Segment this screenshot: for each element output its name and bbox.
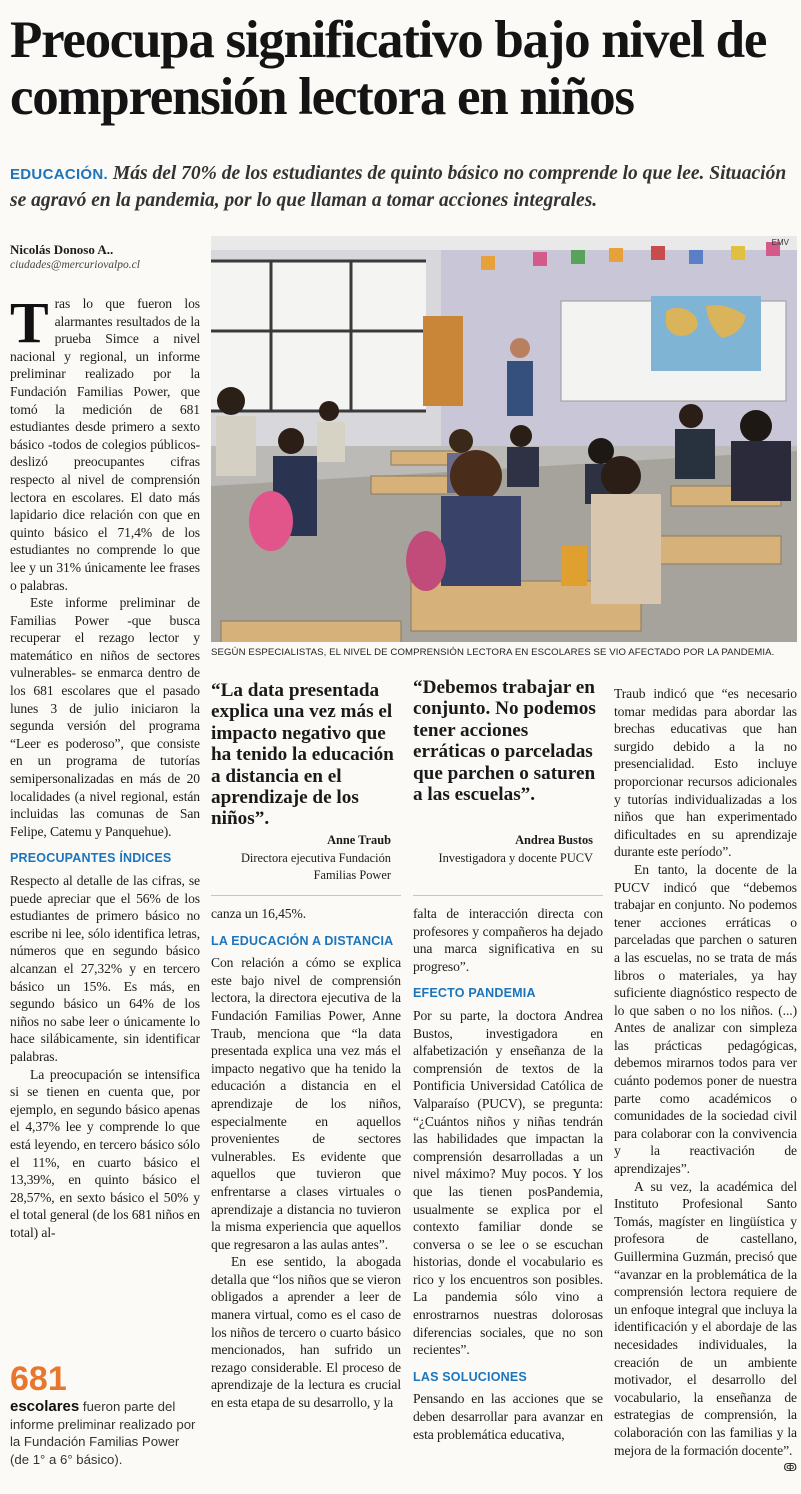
byline — [10, 241, 200, 273]
photo-caption: SEGÚN ESPECIALISTAS, EL NIVEL DE COMPRENSIÓN LECTORA EN ESCOLARES SE VIO AFECTADO POR LA PANDEMIA. — [211, 647, 775, 658]
stat-desc: fueron parte del informe preliminar realizado por la Fundación Familias Power (de 1° a 6° básico). — [10, 1399, 196, 1467]
pull-quote: “La data presentada explica una vez más el impacto negativo que ha tenido la educación a distancia en el aprendizaje de los niños”. — [211, 680, 394, 830]
quote-author-role: Directora ejecutiva Fundación Familias Power — [240, 850, 391, 882]
paragraph: Este informe preliminar de Familias Power -que busca recuperar el rezago lector y matemático en niños de sectores vulnerables- se enmarca dentro de los 681 escolares que el pasado lunes 3 de julio iniciaron la segunda versión del programa “Leer es poderoso”, que consiste en un programa de tutorías semipersonalizadas en más de 20 localidades (a nivel regional, están incluidas las comunas de San Felipe, Catemu y Panquehue). — [10, 595, 200, 839]
paragraph: Con relación a cómo se explica este bajo nivel de comprensión lectora, la directora ejecutiva de la Fundación Familias Power, Anne Traub, menciona que “la data presentada explica una vez más el impacto negativo que ha tenido la educación a distancia en el aprendizaje de los niños, especialmente en aquellos provenientes de sectores vulnerables. Es evidente que aquellos que tuvieron que enfrentarse a clases virtuales o aprendizaje a distancia no tuvieron la misma experiencia que aquellos que regresaron a las aulas antes”. — [211, 955, 401, 1252]
column-1 — [10, 290, 200, 1241]
paragraph — [614, 1178, 797, 1475]
end-mark-icon: ↂ — [783, 1461, 797, 1475]
section-tag: EDUCACIÓN. — [10, 166, 109, 183]
drop-cap: T — [10, 290, 49, 355]
subheading: LAS SOLUCIONES — [413, 1369, 527, 1384]
byline-name: Nicolás Donoso A.. — [10, 242, 114, 257]
quote-author-name: Anne Traub — [327, 833, 391, 847]
quote-author-role: Investigadora y docente PUCV — [438, 850, 593, 865]
byline-email[interactable]: ciudades@mercuriovalpo.cl — [10, 259, 140, 271]
divider — [413, 895, 603, 896]
paragraph — [10, 290, 200, 594]
stat-text — [10, 1398, 200, 1468]
divider — [211, 895, 401, 896]
paragraph: falta de interacción directa con profesores y compañeros ha dejado una marca significativa en su progreso”. — [413, 906, 603, 974]
paragraph: En tanto, la docente de la PUCV indicó que “debemos trabajar en conjunto. No podemos tener acciones erráticas o parceladas que parchen o saturen a las escuelas, no se trata de más libros o materiales, ya hay suficiente diagnóstico respecto de lo que saben o no los niños. (...) Antes de analizar con simpleza las prácticas pedagógicas, debemos mirarnos todos para ver cuánto podemos poner de nuestra parte como académicos o comunidades de la sociedad civil para colaborar con la convivencia y la reactivación de aprendizajes”. — [614, 861, 797, 1177]
subheading: LA EDUCACIÓN A DISTANCIA — [211, 933, 394, 948]
paragraph: Por su parte, la doctora Andrea Bustos, investigadora en alfabetización y enseñanza de la comprensión de textos de la Pontificia Universidad Católica de Valparaíso (PUCV), se pregunta: “¿Cuántos niños y niñas tendrán las habilidades que impactan la comprensión desarrolladas a un nivel máximo? Muy pocos. Y los que las tienen posPandemia, usualmente se explica por el contexto familiar donde se conversa o se lee o se escuchan historias, donde el vocabulario es rico y los encuentros son posibles. La pandemia sólo vino a enrostrarnos nuestras dolorosas diferencias sociales, que no son recientes”. — [413, 1007, 603, 1358]
classroom-photo — [211, 236, 797, 642]
classroom-illustration — [211, 236, 797, 642]
subheading: PREOCUPANTES ÍNDICES — [10, 851, 172, 866]
dek — [10, 161, 795, 214]
paragraph-text: A su vez, la académica del Instituto Profesional Santo Tomás, magíster en lingüística y profesora de castellano, Guillermina Guzmán, precisó que “avanzar en la problemática de la comprensión lectora requiere de un enfoque integral que incluya la identificación y el abordaje de las necesidades individuales, la creación de un ambiente motivador, el desarrollo del vocabulario, la enseñanza de estrategias de comprensión, la colaboración con las familias y la mejora de la formación docente”. — [614, 1178, 797, 1458]
paragraph: En ese sentido, la abogada detalla que “los niños que se vieron obligados a aprender a leer de manera virtual, como es el caso de los niños de tercero o cuarto básico mencionados, han sufrido un rezago considerable. El proceso de aprendizaje de la lectura es crucial en esta etapa de su desarrollo, y la — [211, 1254, 401, 1411]
subheading: EFECTO PANDEMIA — [413, 986, 536, 1001]
stat-number: 681 — [10, 1360, 67, 1398]
dek-text: Más del 70% de los estudiantes de quinto básico no comprende lo que lee. Situación se agravó en la pandemia, por lo que llaman a tomar acciones integrales. — [10, 163, 787, 211]
stat-box — [10, 1360, 200, 1468]
pull-quote: “Debemos trabajar en conjunto. No podemos tener acciones erráticas o parceladas que parchen o saturen a las escuelas”. — [413, 677, 596, 806]
paragraph: Pensando en las acciones que se deben desarrollar para avanzar en esta problemática educativa, — [413, 1391, 603, 1442]
column-2 — [211, 905, 401, 1412]
quote-author-name: Andrea Bustos — [515, 833, 593, 847]
column-3 — [413, 905, 603, 1443]
column-4 — [614, 685, 797, 1477]
quote-author — [413, 832, 593, 867]
headline: Preocupa significativo bajo nivel de comprensión lectora en niños — [10, 11, 767, 126]
quote-author — [211, 832, 391, 885]
paragraph: La preocupación se intensifica si se tienen en cuenta que, por ejemplo, en segundo básico apenas el 4,37% lee y comprende lo que está leyendo, en tercero básico sólo el 11%, en cuarto básico el 13,39%, en quinto básico el 28,57%, en sexto básico el 50% y el total general (de los 681 niños en total) al- — [10, 1066, 200, 1240]
paragraph: Respecto al detalle de las cifras, se puede apreciar que el 56% de los estudiantes de primero básico no escribe ni lee, sólo identifica letras, números que en segundo básico alcanzan el 27,32% y en tercero básico un 15%. Es más, en segundo básico un 64% de los niños no sabe leer o únicamente lo hace silábicamente, sin identificar palabras. — [10, 873, 200, 1064]
paragraph-text: ras lo que fueron los alarmantes resultados de la prueba Simce a nivel nacional y regional, un informe preliminar realizado por la Fundación Familias Power, que tomó la medición de 681 estudiantes desde primero a sexto básico -todos de colegios públicos- deslizó preocupantes cifras respecto al nivel de comprensión lectora en escolares. El dato más lapidario dice relación con que en quinto básico el 71,4% de los estudiantes no comprende lo que lee y un 31% únicamente lee frases o palabras. — [10, 296, 200, 593]
stat-bold: escolares — [10, 1398, 80, 1415]
paragraph: canza un 16,45%. — [211, 906, 307, 921]
paragraph: Traub indicó que “es necesario tomar medidas para abordar las brechas educativas que han surgido debido a la no presencialidad. Esto incluye proporcionar recursos adicionales y tutorías individualizadas a los niños que han experimentado dificultades en su aprendizaje durante este período”. — [614, 686, 797, 860]
photo-credit: EMV — [771, 238, 789, 247]
